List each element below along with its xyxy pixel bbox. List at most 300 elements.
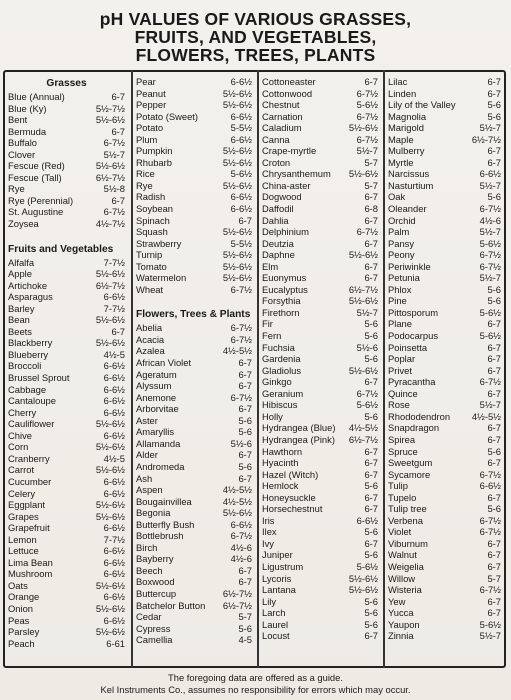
ph-value: 6-7 xyxy=(111,125,125,137)
table-row xyxy=(136,438,252,450)
plant-name: Hydrangea (Pink) xyxy=(262,433,335,445)
plant-name: St. Augustine xyxy=(8,206,64,218)
table-row xyxy=(262,607,378,619)
table-row xyxy=(8,464,125,476)
plant-name: Cherry xyxy=(8,406,37,418)
table-row xyxy=(8,372,125,384)
ph-value: 6-7 xyxy=(364,76,378,87)
table-row xyxy=(8,114,125,126)
plant-name: Corn xyxy=(8,441,29,453)
ph-value: 5-6 xyxy=(238,426,252,438)
ph-value: 6-8 xyxy=(364,203,378,215)
table-row xyxy=(262,284,378,296)
table-row xyxy=(8,418,125,430)
ph-value: 6-7½ xyxy=(230,283,252,295)
ph-value: 6-7½ xyxy=(230,322,252,334)
table-row xyxy=(388,503,501,515)
ph-value: 5½-6½ xyxy=(95,441,125,453)
ph-value: 5½-6½ xyxy=(95,114,125,126)
table-row xyxy=(8,441,125,453)
table-row xyxy=(388,399,501,411)
ph-value: 6-7½ xyxy=(479,260,501,272)
plant-name: Alder xyxy=(136,449,158,461)
ph-value: 5-6 xyxy=(487,445,501,457)
plant-name: Mulberry xyxy=(388,145,425,157)
table-row xyxy=(262,295,378,307)
column-1 xyxy=(8,76,125,649)
table-row xyxy=(388,330,501,342)
section-heading: Fruits and Vegetables xyxy=(8,243,114,255)
table-row xyxy=(388,630,501,642)
plant-name: Bent xyxy=(8,114,28,126)
plant-name: Aspen xyxy=(136,484,163,496)
table-row xyxy=(262,538,378,550)
table-row xyxy=(262,272,378,284)
plant-name: Rye xyxy=(136,179,153,191)
plant-name: Orange xyxy=(8,591,40,603)
plant-name: Soybean xyxy=(136,203,174,215)
ph-value: 5-6½ xyxy=(356,399,378,411)
ph-value: 5-6 xyxy=(364,330,378,342)
ph-value: 5-6 xyxy=(487,191,501,203)
ph-value: 5½-6½ xyxy=(222,156,252,168)
table-row xyxy=(136,565,252,577)
plant-name: Oats xyxy=(8,579,28,591)
ph-value: 6-7½ xyxy=(479,584,501,596)
ph-value: 5-7 xyxy=(238,611,252,623)
table-row xyxy=(136,334,252,346)
plant-name: Gardenia xyxy=(262,353,301,365)
table-row xyxy=(8,303,125,315)
table-row xyxy=(262,549,378,561)
plant-name: Cottoneaster xyxy=(262,76,316,87)
table-row xyxy=(8,314,125,326)
plant-name: Anemone xyxy=(136,391,177,403)
plant-name: Plane xyxy=(388,318,412,330)
ph-value: 5½-6½ xyxy=(95,268,125,280)
plant-name: Wisteria xyxy=(388,584,422,596)
ph-value: 6-7 xyxy=(487,607,501,619)
plant-name: Alfalfa xyxy=(8,256,35,268)
plant-name: Ash xyxy=(136,472,153,484)
plant-name: Brussel Sprout xyxy=(8,372,70,384)
table-row xyxy=(8,603,125,615)
plant-name: Radish xyxy=(136,191,166,203)
table-row xyxy=(388,99,501,111)
ph-value: 6-7½ xyxy=(356,387,378,399)
table-row xyxy=(136,600,252,612)
table-row xyxy=(388,619,501,631)
plant-name: Cucumber xyxy=(8,475,52,487)
ph-value: 6½-7½ xyxy=(95,171,125,183)
table-row xyxy=(262,411,378,423)
ph-value: 6-6½ xyxy=(103,291,125,303)
table-row xyxy=(388,307,501,319)
table-row xyxy=(136,634,252,646)
ph-value: 5-6 xyxy=(238,414,252,426)
ph-value: 6½-7½ xyxy=(348,283,378,295)
plant-name: Ageratum xyxy=(136,368,177,380)
ph-value: 5-6 xyxy=(364,480,378,492)
table-row xyxy=(388,469,501,481)
ph-value: 6-7 xyxy=(364,191,378,203)
plant-name: Begonia xyxy=(136,507,171,519)
ph-value: 5½-7 xyxy=(479,122,501,134)
table-row xyxy=(388,157,501,169)
table-row xyxy=(8,183,125,195)
plant-name: Asparagus xyxy=(8,291,53,303)
ph-value: 6-7½ xyxy=(356,133,378,145)
table-row xyxy=(136,76,252,88)
plant-name: Oleander xyxy=(388,203,427,215)
table-row xyxy=(262,492,378,504)
ph-value: 5-5½ xyxy=(230,122,252,134)
table-row xyxy=(136,168,252,180)
table-row xyxy=(8,218,125,230)
plant-name: Caladium xyxy=(262,122,302,134)
table-row xyxy=(262,365,378,377)
ph-value: 6-7½ xyxy=(356,226,378,238)
plant-name: Firethorn xyxy=(262,306,300,318)
ph-value: 5-6 xyxy=(364,618,378,630)
plant-name: Grapefruit xyxy=(8,522,50,534)
plant-name: Acacia xyxy=(136,333,165,345)
plant-name: Blueberry xyxy=(8,348,49,360)
ph-value: 6-7½ xyxy=(479,249,501,261)
ph-value: 6-6½ xyxy=(230,76,252,87)
plant-name: Spruce xyxy=(388,445,418,457)
ph-value: 6-7 xyxy=(364,630,378,642)
ph-value: 6-6½ xyxy=(103,429,125,441)
ph-value: 6½-7½ xyxy=(95,279,125,291)
table-row xyxy=(136,284,252,296)
plant-name: Tomato xyxy=(136,260,167,272)
ph-value: 6-7 xyxy=(364,272,378,284)
plant-name: Orchid xyxy=(388,214,416,226)
ph-value: 6-7 xyxy=(238,357,252,369)
plant-name: Elm xyxy=(262,260,279,272)
plant-name: Beech xyxy=(136,564,163,576)
ph-value: 6-7 xyxy=(487,353,501,365)
table-row xyxy=(8,172,125,184)
plant-name: Eucalyptus xyxy=(262,283,308,295)
column-4 xyxy=(388,76,501,642)
plant-name: Clover xyxy=(8,148,36,160)
table-row xyxy=(388,284,501,296)
table-row xyxy=(388,353,501,365)
table-row xyxy=(262,318,378,330)
table-row xyxy=(8,522,125,534)
plant-name: Forsythia xyxy=(262,295,301,307)
plant-name: Yucca xyxy=(388,607,414,619)
plant-name: Privet xyxy=(388,364,412,376)
table-row xyxy=(8,395,125,407)
table-row xyxy=(388,446,501,458)
plant-name: Fern xyxy=(262,330,282,342)
ph-value: 6-6½ xyxy=(103,360,125,372)
ph-value: 6-7 xyxy=(364,503,378,515)
ph-value: 5½-7 xyxy=(479,630,501,642)
table-row xyxy=(388,584,501,596)
plant-name: Bougainvillea xyxy=(136,495,192,507)
plant-name: Pittosporum xyxy=(388,306,439,318)
column-3 xyxy=(262,76,378,642)
plant-name: Plum xyxy=(136,133,158,145)
ph-value: 6-7½ xyxy=(479,203,501,215)
table-row xyxy=(8,591,125,603)
ph-value: 6-7 xyxy=(238,564,252,576)
ph-value: 5½-6½ xyxy=(222,507,252,519)
table-row xyxy=(388,365,501,377)
table-row xyxy=(388,134,501,146)
ph-value: 5-7 xyxy=(364,156,378,168)
table-row xyxy=(262,180,378,192)
plant-name: Linden xyxy=(388,87,417,99)
ph-value: 5½-6½ xyxy=(222,145,252,157)
plant-name: Dogwood xyxy=(262,191,302,203)
table-row xyxy=(262,307,378,319)
plant-name: Palm xyxy=(388,226,410,238)
footer-line-1: The foregoing data are offered as a guide. xyxy=(168,672,343,683)
table-row xyxy=(8,257,125,269)
table-row xyxy=(262,573,378,585)
table-row xyxy=(136,496,252,508)
plant-name: Buttercup xyxy=(136,587,177,599)
table-row xyxy=(8,580,125,592)
table-row xyxy=(262,446,378,458)
ph-value: 5-5½ xyxy=(230,237,252,249)
ph-value: 6-7 xyxy=(364,457,378,469)
plant-name: Podocarpus xyxy=(388,330,439,342)
plant-name: Strawberry xyxy=(136,237,182,249)
table-row xyxy=(136,553,252,565)
plant-name: Rhubarb xyxy=(136,156,172,168)
ph-value: 6-7 xyxy=(487,537,501,549)
table-row xyxy=(136,415,252,427)
plant-name: Pepper xyxy=(136,99,167,111)
table-row xyxy=(262,76,378,88)
table-row xyxy=(136,369,252,381)
plant-name: Snapdragon xyxy=(388,422,440,434)
ph-value: 5-6½ xyxy=(356,99,378,111)
table-row xyxy=(388,122,501,134)
plant-name: Walnut xyxy=(388,549,417,561)
ph-value: 6-7 xyxy=(364,376,378,388)
table-row xyxy=(388,422,501,434)
ph-value: 5½-6½ xyxy=(348,572,378,584)
column-2 xyxy=(136,76,252,646)
plant-name: Blue (Annual) xyxy=(8,91,65,102)
plant-name: Blackberry xyxy=(8,337,53,349)
ph-value: 5-6 xyxy=(238,460,252,472)
table-row xyxy=(8,337,125,349)
plant-name: Nasturtium xyxy=(388,179,434,191)
table-row xyxy=(262,226,378,238)
ph-value: 6-7½ xyxy=(230,530,252,542)
table-row xyxy=(262,111,378,123)
ph-value: 6-6½ xyxy=(103,395,125,407)
ph-value: 6-7 xyxy=(111,325,125,337)
plant-name: Rhododendron xyxy=(388,410,451,422)
plant-name: Watermelon xyxy=(136,272,187,284)
ph-value: 5½-6½ xyxy=(222,87,252,99)
table-row xyxy=(262,561,378,573)
ph-value: 5½-7 xyxy=(356,306,378,318)
plant-name: Cabbage xyxy=(8,383,47,395)
table-row xyxy=(388,215,501,227)
section-heading: Flowers, Trees & Plants xyxy=(136,309,251,321)
table-row xyxy=(136,576,252,588)
table-row xyxy=(262,342,378,354)
table-row xyxy=(136,542,252,554)
ph-value: 6-7 xyxy=(487,549,501,561)
table-row xyxy=(8,326,125,338)
table-row xyxy=(388,168,501,180)
ph-value: 5½-6½ xyxy=(95,314,125,326)
plant-name: Dahlia xyxy=(262,214,289,226)
ph-value: 5-6 xyxy=(364,595,378,607)
table-row xyxy=(8,453,125,465)
plant-name: Hemlock xyxy=(262,480,299,492)
table-row xyxy=(136,357,252,369)
table-row xyxy=(8,91,125,103)
plant-name: Spirea xyxy=(388,433,416,445)
plant-name: Laurel xyxy=(262,618,289,630)
plant-name: Viburnum xyxy=(388,537,428,549)
plant-name: Turnip xyxy=(136,249,163,261)
ph-value: 6-7 xyxy=(487,595,501,607)
table-row xyxy=(262,99,378,111)
plant-name: Alyssum xyxy=(136,380,172,392)
table-row xyxy=(262,157,378,169)
table-row xyxy=(262,422,378,434)
section-heading: Grasses xyxy=(46,78,87,89)
plant-name: Horsechestnut xyxy=(262,503,323,515)
table-row xyxy=(262,215,378,227)
table-row xyxy=(388,318,501,330)
ph-value: 6-6½ xyxy=(103,591,125,603)
ph-value: 6-7½ xyxy=(356,87,378,99)
ph-value: 5½-7½ xyxy=(95,102,125,114)
ph-value: 6-6½ xyxy=(230,518,252,530)
plant-name: Camellia xyxy=(136,634,173,646)
table-row xyxy=(388,515,501,527)
table-row xyxy=(388,388,501,400)
plant-name: Delphinium xyxy=(262,226,309,238)
ph-value: 4½-6 xyxy=(230,553,252,565)
table-row xyxy=(388,295,501,307)
plant-name: Bayberry xyxy=(136,553,174,565)
table-row xyxy=(388,596,501,608)
table-row xyxy=(8,430,125,442)
ph-value: 5½-6½ xyxy=(95,337,125,349)
ph-value: 6-7 xyxy=(487,318,501,330)
ph-value: 6-6½ xyxy=(103,487,125,499)
ph-value: 6-6½ xyxy=(230,110,252,122)
plant-name: Marigold xyxy=(388,122,424,134)
plant-name: Sweetgum xyxy=(388,457,433,469)
plant-name: Cantaloupe xyxy=(8,395,56,407)
ph-value: 5½-7 xyxy=(479,272,501,284)
table-row xyxy=(262,457,378,469)
plant-name: Petunia xyxy=(388,272,420,284)
ph-value: 5½-8 xyxy=(103,183,125,195)
table-row xyxy=(136,611,252,623)
ph-value: 6-6½ xyxy=(230,191,252,203)
ph-value: 6-6½ xyxy=(103,383,125,395)
plant-name: Hawthorn xyxy=(262,445,303,457)
table-row xyxy=(136,203,252,215)
plant-name: Fescue (Red) xyxy=(8,160,65,172)
table-row xyxy=(8,638,125,650)
ph-value: 7-7½ xyxy=(103,256,125,268)
ph-value: 6-6½ xyxy=(103,406,125,418)
ph-value: 6½-7½ xyxy=(222,599,252,611)
table-row xyxy=(136,145,252,157)
plant-name: Iris xyxy=(262,514,275,526)
ph-value: 4½-5½ xyxy=(348,422,378,434)
ph-value: 6-6½ xyxy=(230,203,252,215)
table-row xyxy=(388,538,501,550)
plant-name: Hyacinth xyxy=(262,457,299,469)
plant-name: Gladiolus xyxy=(262,364,302,376)
table-row xyxy=(136,191,252,203)
plant-name: Verbena xyxy=(388,514,423,526)
ph-value: 5½-6½ xyxy=(222,272,252,284)
ph-value: 5-7 xyxy=(364,179,378,191)
plant-name: Chrysanthemum xyxy=(262,168,331,180)
table-row xyxy=(8,407,125,419)
ph-value: 5½-7 xyxy=(479,179,501,191)
table-row xyxy=(388,607,501,619)
table-row xyxy=(262,619,378,631)
ph-value: 5-7 xyxy=(487,572,501,584)
ph-value: 6-7 xyxy=(364,237,378,249)
table-row xyxy=(8,626,125,638)
ph-value: 6½-7½ xyxy=(471,133,501,145)
plant-name: Rose xyxy=(388,399,410,411)
table-row xyxy=(8,615,125,627)
plant-name: Cauliflower xyxy=(8,418,55,430)
ph-value: 6-7 xyxy=(487,341,501,353)
ph-value: 5½-7 xyxy=(103,148,125,160)
table-row xyxy=(262,238,378,250)
plant-name: Blue (Ky) xyxy=(8,102,47,114)
plant-name: Cranberry xyxy=(8,452,50,464)
table-row xyxy=(8,545,125,557)
ph-value: 6-7 xyxy=(238,449,252,461)
ph-value: 6-7½ xyxy=(479,526,501,538)
plant-name: Cypress xyxy=(136,622,171,634)
ph-value: 4½-5½ xyxy=(222,345,252,357)
plant-name: Tulip tree xyxy=(388,503,427,515)
plant-name: Eggplant xyxy=(8,499,46,511)
plant-name: Pine xyxy=(388,295,407,307)
plant-name: Lemon xyxy=(8,533,37,545)
ph-value: 5½-6½ xyxy=(222,226,252,238)
table-row xyxy=(8,488,125,500)
ph-value: 5½-6½ xyxy=(95,602,125,614)
table-row xyxy=(262,503,378,515)
ph-value: 6-61 xyxy=(106,637,125,649)
table-row xyxy=(262,330,378,342)
ph-value: 5-6 xyxy=(364,353,378,365)
ph-value: 6-7 xyxy=(487,560,501,572)
ph-value: 6-6½ xyxy=(103,614,125,626)
ph-value: 4½-7½ xyxy=(95,218,125,230)
plant-name: Tupelo xyxy=(388,491,417,503)
ph-value: 6-6½ xyxy=(103,545,125,557)
